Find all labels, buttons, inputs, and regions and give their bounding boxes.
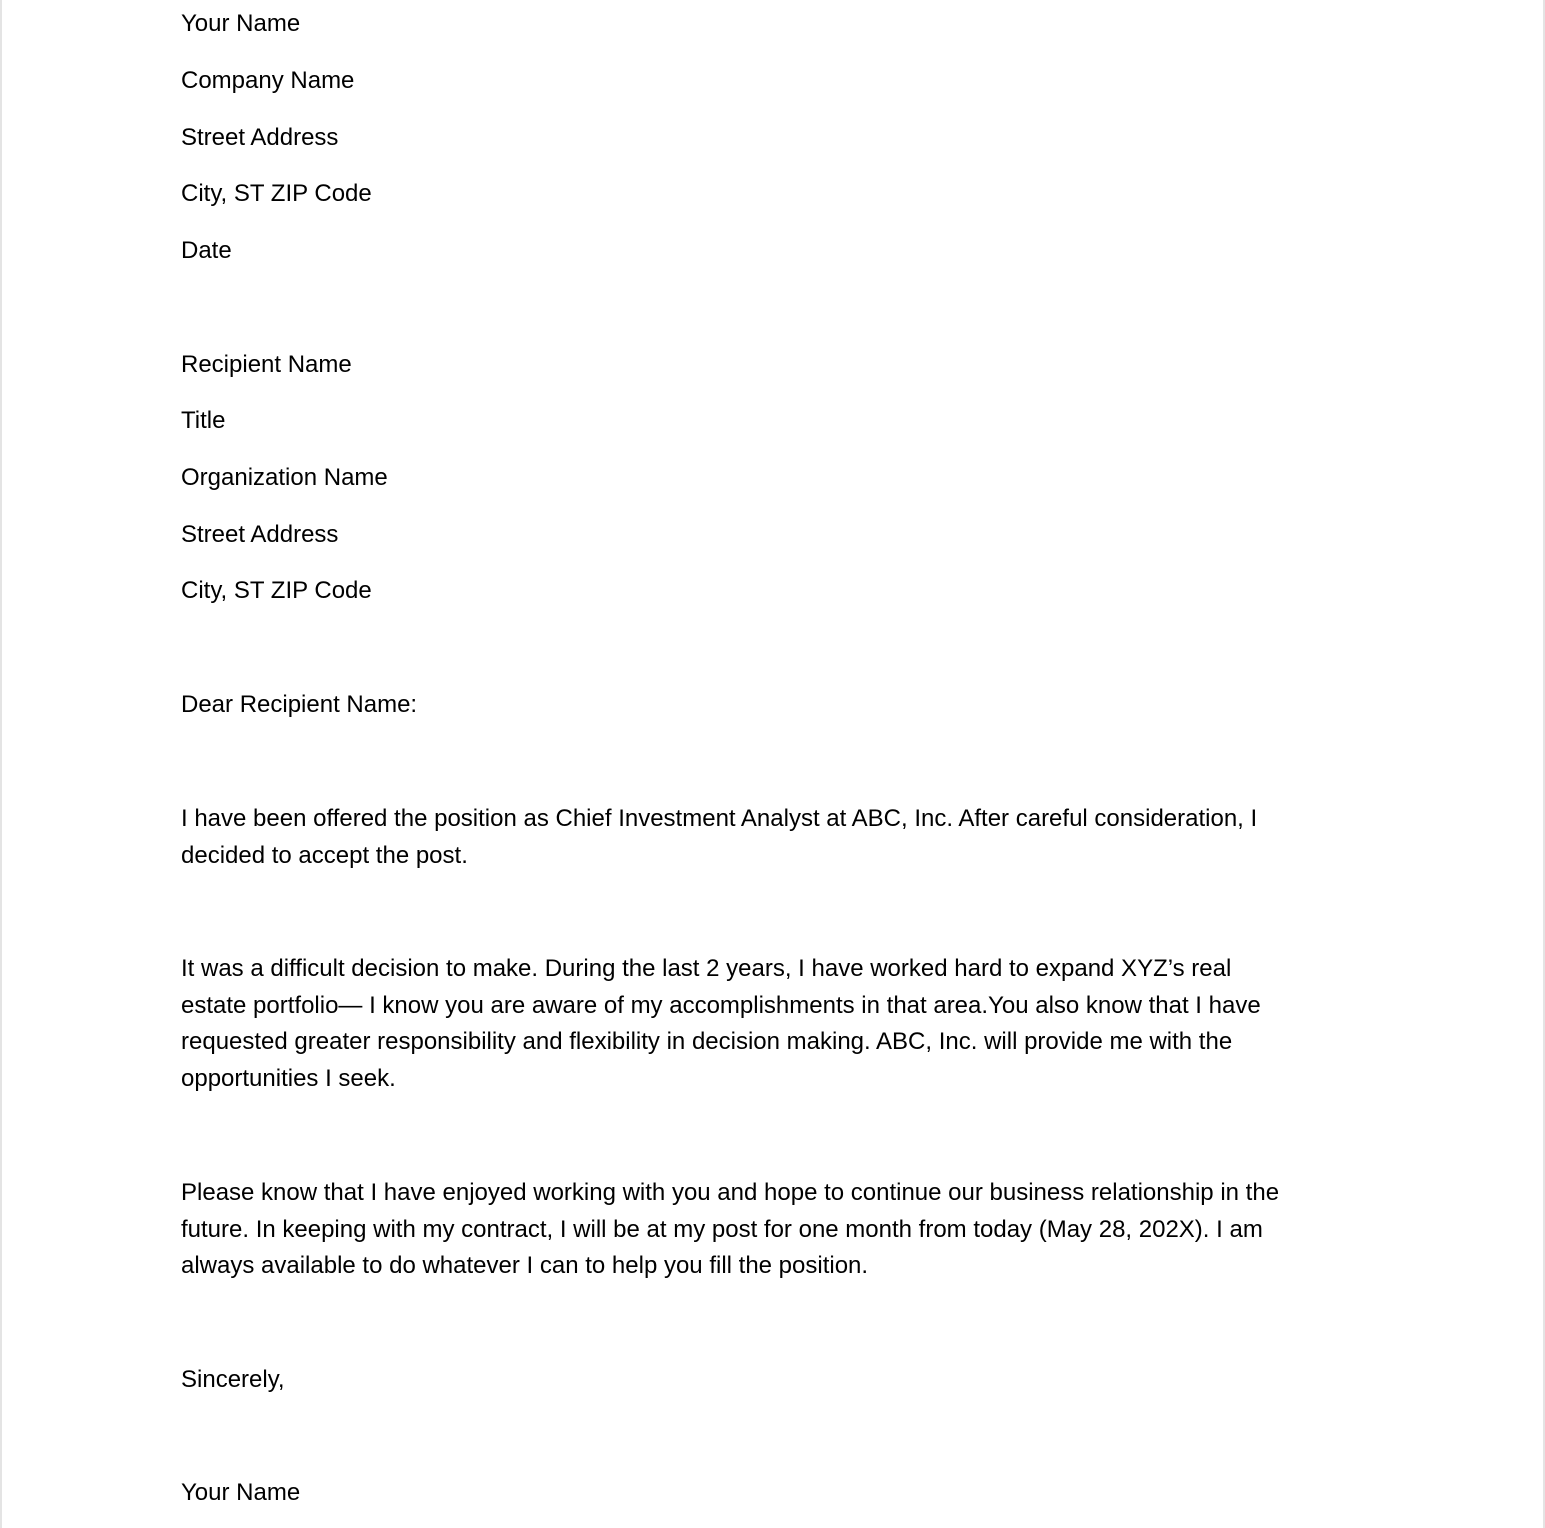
salutation: Dear Recipient Name: — [181, 691, 418, 718]
signature-name: Your Name — [181, 1479, 301, 1506]
sender-company: Company Name — [181, 67, 355, 94]
sender-city-line: City, ST ZIP Code — [181, 180, 372, 207]
paragraph-1-line: I have been offered the position as Chief Investment Analyst at ABC, Inc. After careful consideration, I — [181, 805, 1258, 832]
recipient-organization: Organization Name — [181, 464, 388, 491]
paragraph-3-line: always available to do whatever I can to help you fill the position. — [181, 1252, 869, 1279]
paragraph-3-line: Please know that I have enjoyed working with you and hope to continue our business relationship in the — [181, 1179, 1280, 1206]
body-paragraph-3 — [181, 1175, 1371, 1285]
recipient-title: Title — [181, 407, 226, 434]
letter-date: Date — [181, 237, 232, 264]
paragraph-2-line: It was a difficult decision to make. During the last 2 years, I have worked hard to expand XYZ’s real — [181, 955, 1232, 982]
sender-street: Street Address — [181, 124, 339, 151]
recipient-street: Street Address — [181, 521, 339, 548]
recipient-name: Recipient Name — [181, 351, 352, 378]
closing: Sincerely, — [181, 1366, 285, 1393]
paragraph-1-line: decided to accept the post. — [181, 841, 468, 869]
page-left-edge — [0, 0, 2, 1528]
body-paragraph-2 — [181, 951, 1371, 1097]
paragraph-2-line: estate portfolio— I know you are aware of my accomplishments in that area.You also know that I have — [181, 991, 1261, 1019]
recipient-city-line: City, ST ZIP Code — [181, 577, 372, 604]
paragraph-3-line: future. In keeping with my contract, I will be at my post for one month from today (May 28, 202X). I am — [181, 1215, 1263, 1243]
paragraph-2-line: opportunities I seek. — [181, 1064, 396, 1092]
sender-name: Your Name — [181, 10, 301, 37]
body-paragraph-1 — [181, 801, 1371, 874]
paragraph-2-line: requested greater responsibility and flexibility in decision making. ABC, Inc. will provide me with the — [181, 1028, 1233, 1055]
